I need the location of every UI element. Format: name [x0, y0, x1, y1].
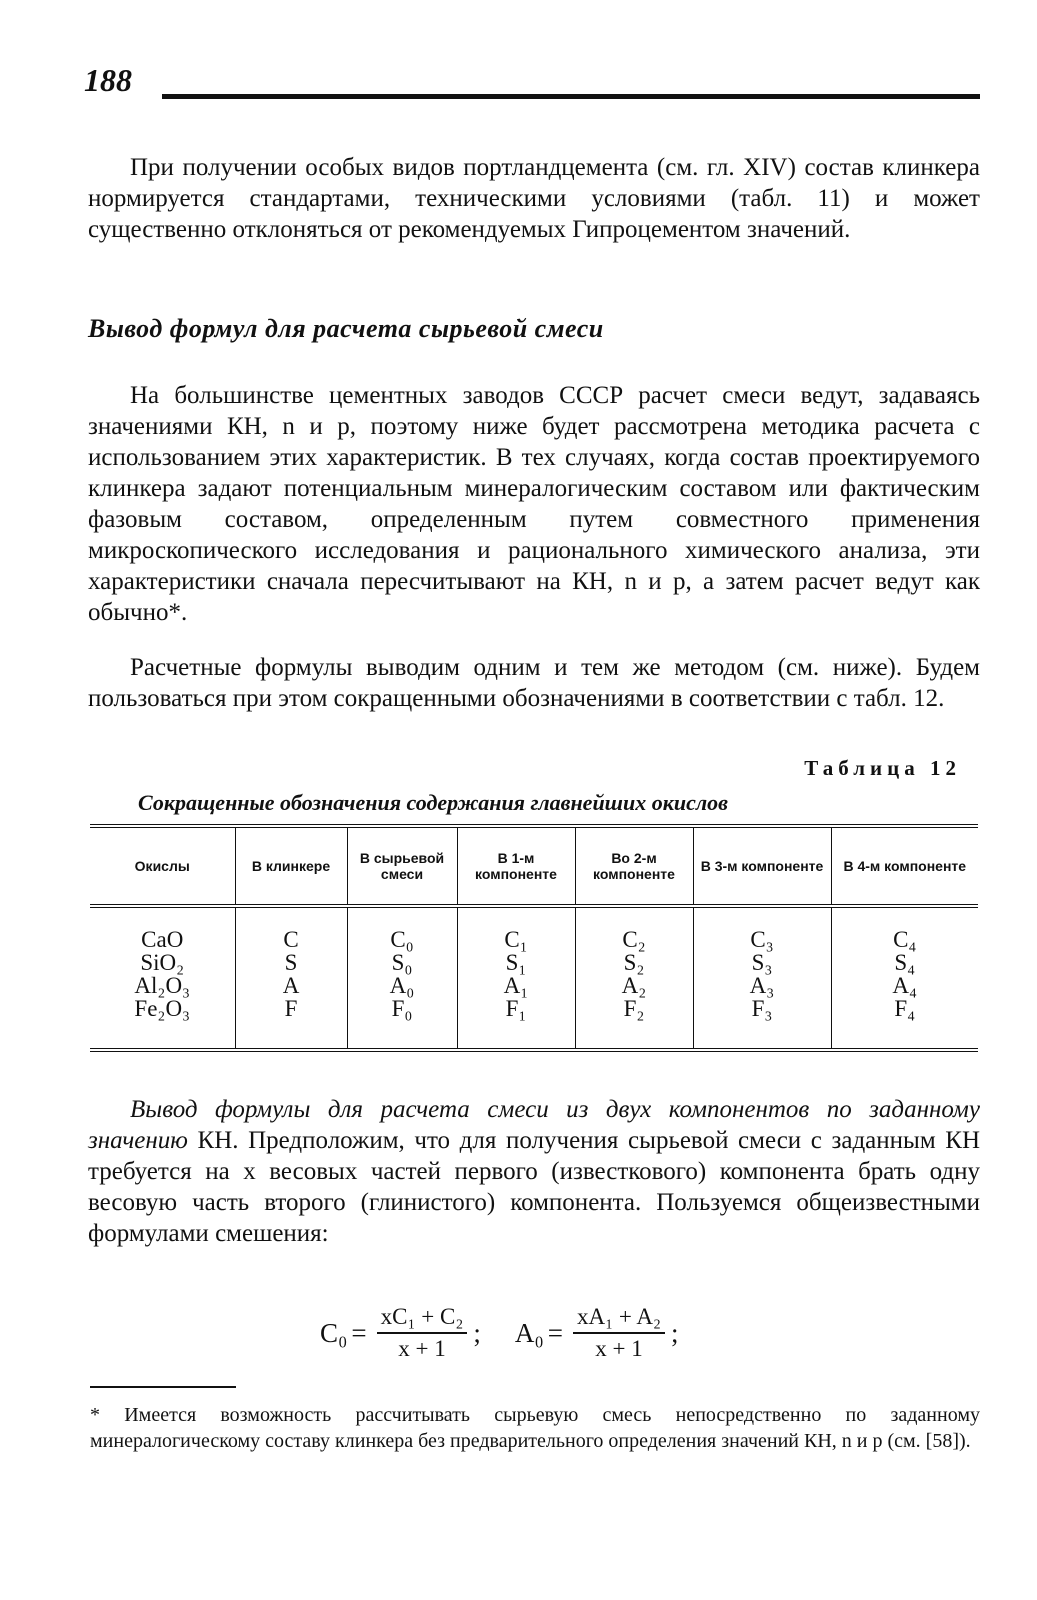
- table-cell: SiO₂: [140, 950, 185, 975]
- table-cell: C₂: [575, 906, 693, 951]
- table-label: Таблица 12: [804, 756, 961, 780]
- section-heading: Вывод формул для расчета сырьевой смеси: [88, 314, 604, 343]
- formula-lhs-c0: C₀: [320, 1317, 348, 1348]
- intro-paragraph: [88, 152, 980, 245]
- table-cell: A₄: [831, 974, 978, 997]
- table-cell: A₀: [347, 974, 457, 997]
- oxides-table: [90, 824, 978, 1052]
- formula-equals: =: [547, 1317, 564, 1348]
- table-header-cell: Окислы: [134, 858, 190, 874]
- table-cell: S₂: [575, 951, 693, 974]
- table-cell: C₀: [347, 906, 457, 951]
- table-cell: A₂: [575, 974, 693, 997]
- formula-numerator: xA₁ + A₂: [573, 1304, 665, 1334]
- formula-equals: =: [351, 1317, 367, 1348]
- paragraph-4: [88, 1094, 980, 1249]
- table-row: [90, 906, 978, 951]
- paragraph-4-italic-lead: Вывод формулы для расчета смеси из двух компонентов по заданному значению: [88, 1096, 980, 1154]
- table-cell: A₃: [693, 974, 831, 997]
- formula-denominator: x + 1: [398, 1336, 446, 1361]
- table-header-cell: В 4-м компоненте: [831, 826, 978, 906]
- table-header-cell: Во 2-м компоненте: [575, 826, 693, 906]
- formula-separator: ;: [671, 1317, 679, 1348]
- table-cell: F₁: [457, 997, 575, 1050]
- table-cell: Al₂O₃: [134, 973, 191, 998]
- table-row: [90, 974, 978, 997]
- footnote-rule: [90, 1386, 236, 1388]
- table-header-cell: В 1-м компоненте: [457, 826, 575, 906]
- table-cell: A₁: [457, 974, 575, 997]
- table-row: [90, 997, 978, 1050]
- table-header-cell: В клинкере: [235, 826, 347, 906]
- paragraph-3: [88, 652, 980, 714]
- table-cell: F₂: [575, 997, 693, 1050]
- table-cell: F₄: [831, 997, 978, 1050]
- table-title: Сокращенные обозначения содержания главнейших окислов: [138, 790, 729, 815]
- table-header-cell: В 3-м компоненте: [693, 826, 831, 906]
- intro-paragraph-text: При получении особых видов портландцемента (см. гл. XIV) состав клинкера нормируется стандартами, техническими условиями (табл. 11) и может существенно отклоняться от рекомендуемых Гипроцементом значений.: [88, 154, 980, 243]
- paragraph-2-text: На большинстве цементных заводов СССР расчет смеси ведут, задаваясь значениями КН, n и p, поэтому ниже будет рассмотрена методика расчета с использованием этих характеристик. В тех случаях, когда состав проектируемого клинкера задают потенциальным минералогическим составом или фактическим фазовым составом, определенным путем совместного применения микроскопического исследования и рационального химического анализа, эти характеристики сначала пересчитывают на КН, n и p, а затем расчет ведут как обычно*.: [88, 382, 980, 626]
- table-cell: S: [235, 951, 347, 974]
- table-cell: F₃: [693, 997, 831, 1050]
- formula-fraction-c0: [377, 1304, 468, 1362]
- table-cell: C₁: [457, 906, 575, 951]
- table-cell: A: [235, 974, 347, 997]
- table-header-cell: В сырьевой смеси: [347, 826, 457, 906]
- formula-separator: ;: [473, 1317, 481, 1348]
- footnote: * Имеется возможность рассчитывать сырьевую смесь непосредственно по заданному минералогическому составу клинкера без предварительного определения значений КН, n и p (см. [58]).: [90, 1404, 980, 1452]
- table-cell: C₄: [831, 906, 978, 951]
- formula-denominator: x + 1: [595, 1336, 643, 1361]
- formula-lhs-a0: A₀: [514, 1317, 544, 1348]
- header-rule: [162, 94, 980, 99]
- table-cell: S₃: [693, 951, 831, 974]
- table-cell: CaO: [141, 927, 184, 952]
- paragraph-2: [88, 380, 980, 628]
- table-cell: Fe₂O₃: [134, 996, 191, 1021]
- formula-fraction-a0: [573, 1304, 665, 1362]
- table-cell: S₁: [457, 951, 575, 974]
- mixing-formula: [320, 1304, 679, 1362]
- table-header-row: [90, 826, 978, 906]
- paragraph-3-text: Расчетные формулы выводим одним и тем же методом (см. ниже). Будем пользоваться при этом сокращенными обозначениями в соответствии с табл. 12.: [88, 654, 980, 712]
- formula-numerator: xC₁ + C₂: [377, 1304, 468, 1334]
- page-number: 188: [84, 62, 132, 98]
- table-cell: C₃: [693, 906, 831, 951]
- table-cell: C: [235, 906, 347, 951]
- table-cell: S₀: [347, 951, 457, 974]
- table-cell: F₀: [347, 997, 457, 1050]
- table-cell: F: [235, 997, 347, 1050]
- table-row: [90, 951, 978, 974]
- table-cell: S₄: [831, 951, 978, 974]
- paragraph-4-text: КН. Предположим, что для получения сырьевой смеси с заданным КН требуется на x весовых частей первого (известкового) компонента брать одну весовую часть второго (глинистого) компонента. Пользуемся общеизвестными формулами смешения:: [88, 1127, 981, 1247]
